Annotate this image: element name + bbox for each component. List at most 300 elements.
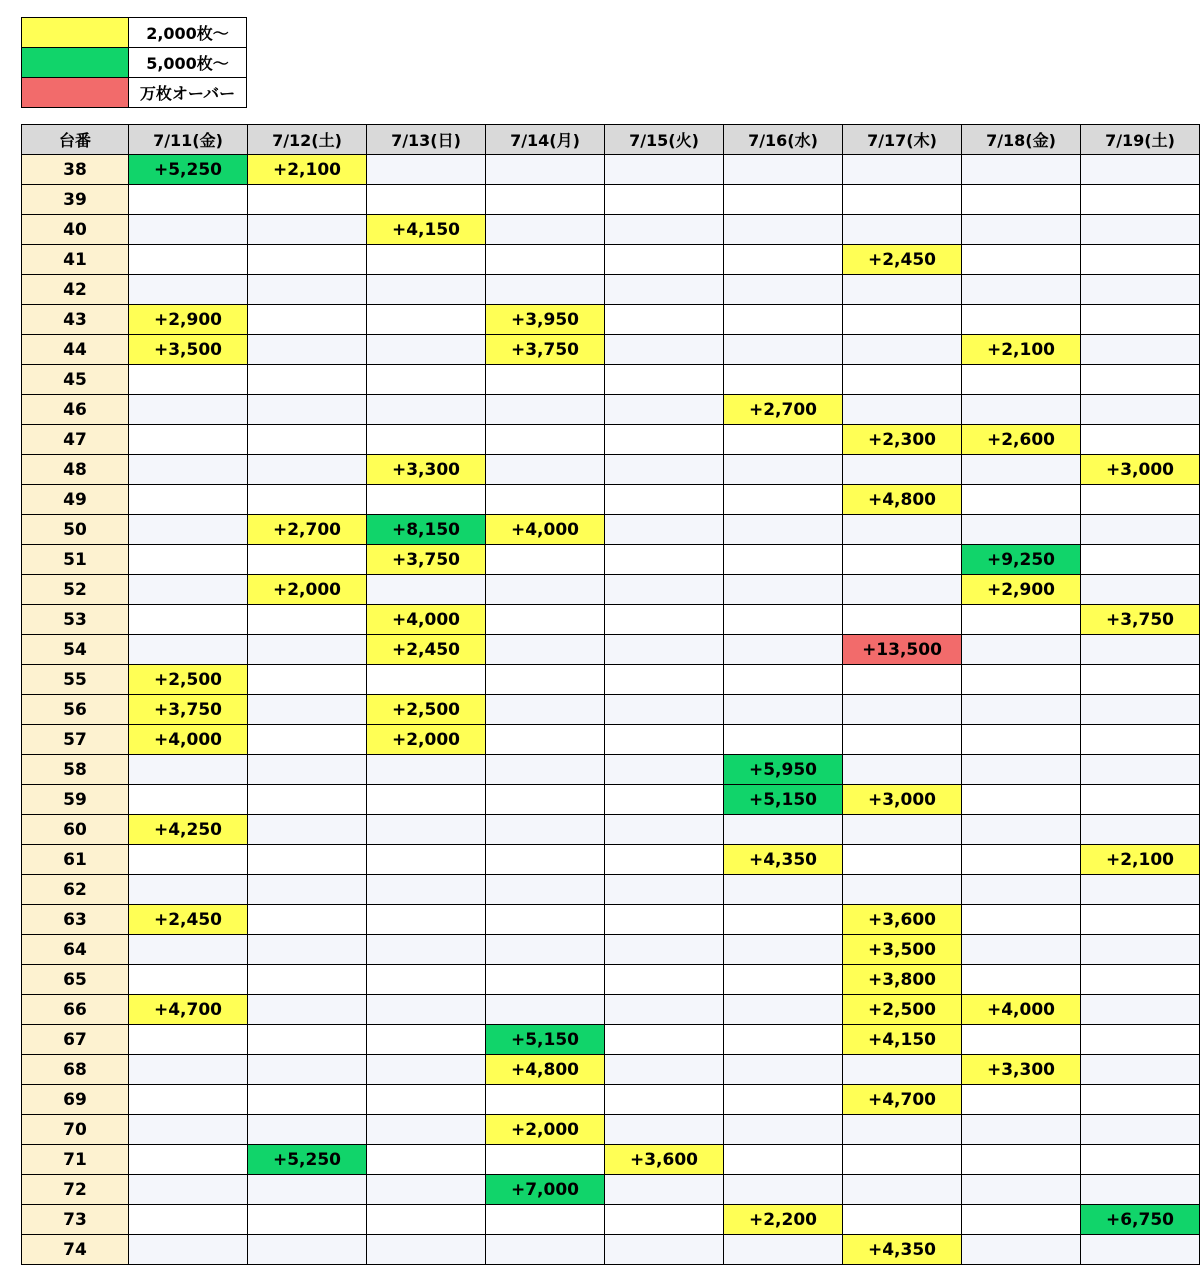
machine-number: 53 (22, 605, 129, 635)
result-cell (843, 665, 962, 695)
result-cell (486, 455, 605, 485)
result-cell (129, 1235, 248, 1265)
table-row (22, 1205, 1200, 1235)
result-cell (1081, 635, 1200, 665)
result-cell: +3,750 (367, 545, 486, 575)
machine-number: 67 (22, 1025, 129, 1055)
result-cell (1081, 785, 1200, 815)
data-table (21, 124, 1200, 1265)
table-row (22, 305, 1200, 335)
result-cell (367, 395, 486, 425)
result-cell (605, 1235, 724, 1265)
machine-number: 44 (22, 335, 129, 365)
result-cell (248, 755, 367, 785)
result-cell (605, 575, 724, 605)
result-cell (843, 1145, 962, 1175)
result-cell (962, 155, 1081, 185)
result-cell (605, 935, 724, 965)
result-cell (605, 395, 724, 425)
result-cell (248, 215, 367, 245)
result-cell (605, 665, 724, 695)
result-cell (605, 215, 724, 245)
result-cell: +4,800 (843, 485, 962, 515)
result-cell (367, 1145, 486, 1175)
result-cell (1081, 695, 1200, 725)
result-cell (486, 845, 605, 875)
table-row (22, 605, 1200, 635)
result-cell (605, 1055, 724, 1085)
result-cell (962, 1025, 1081, 1055)
result-cell (605, 965, 724, 995)
result-cell (486, 725, 605, 755)
result-cell (843, 725, 962, 755)
result-cell (962, 1115, 1081, 1145)
result-cell (486, 1235, 605, 1265)
result-cell (724, 485, 843, 515)
result-cell (962, 185, 1081, 215)
machine-number: 40 (22, 215, 129, 245)
result-cell (724, 605, 843, 635)
result-cell: +5,150 (724, 785, 843, 815)
result-cell: +4,150 (843, 1025, 962, 1055)
result-cell (605, 1025, 724, 1055)
result-cell: +4,700 (843, 1085, 962, 1115)
result-cell (486, 635, 605, 665)
result-cell (129, 395, 248, 425)
legend-row (22, 48, 247, 78)
result-cell (248, 335, 367, 365)
table-row (22, 1145, 1200, 1175)
machine-number: 42 (22, 275, 129, 305)
result-cell (605, 725, 724, 755)
machine-number: 49 (22, 485, 129, 515)
result-cell (1081, 395, 1200, 425)
date-header: 7/14(月) (486, 125, 605, 155)
result-cell (605, 1205, 724, 1235)
table-row (22, 1175, 1200, 1205)
table-row (22, 1025, 1200, 1055)
header-row (22, 125, 1200, 155)
result-cell (367, 995, 486, 1025)
result-cell (248, 965, 367, 995)
machine-number: 39 (22, 185, 129, 215)
result-cell (129, 935, 248, 965)
result-cell (248, 1085, 367, 1115)
result-cell (486, 215, 605, 245)
result-cell (843, 305, 962, 335)
machine-number: 63 (22, 905, 129, 935)
result-cell (962, 965, 1081, 995)
result-cell (367, 335, 486, 365)
legend-swatch (22, 18, 129, 48)
result-cell: +3,600 (605, 1145, 724, 1175)
result-cell (1081, 665, 1200, 695)
result-cell (724, 1055, 843, 1085)
result-cell: +2,500 (843, 995, 962, 1025)
result-cell (367, 1235, 486, 1265)
result-cell (605, 515, 724, 545)
result-cell (724, 425, 843, 455)
result-cell: +3,300 (962, 1055, 1081, 1085)
result-cell (486, 815, 605, 845)
result-cell (486, 155, 605, 185)
legend-label: 2,000枚～ (129, 18, 247, 48)
result-cell: +4,800 (486, 1055, 605, 1085)
table-row (22, 515, 1200, 545)
result-cell (248, 815, 367, 845)
result-cell (367, 155, 486, 185)
result-cell (724, 515, 843, 545)
result-cell: +13,500 (843, 635, 962, 665)
result-cell (962, 755, 1081, 785)
result-cell (129, 965, 248, 995)
table-row (22, 185, 1200, 215)
result-cell (962, 725, 1081, 755)
result-cell (248, 875, 367, 905)
result-cell (1081, 1085, 1200, 1115)
result-cell (367, 245, 486, 275)
result-cell (605, 1115, 724, 1145)
table-row (22, 425, 1200, 455)
result-cell (724, 155, 843, 185)
result-cell: +5,950 (724, 755, 843, 785)
result-cell (605, 755, 724, 785)
result-cell (367, 575, 486, 605)
table-row (22, 995, 1200, 1025)
machine-number: 64 (22, 935, 129, 965)
table-row (22, 785, 1200, 815)
result-cell (486, 275, 605, 305)
result-cell (605, 365, 724, 395)
result-cell: +9,250 (962, 545, 1081, 575)
result-cell (248, 1025, 367, 1055)
result-cell (129, 575, 248, 605)
result-cell (248, 545, 367, 575)
machine-number: 57 (22, 725, 129, 755)
result-cell (129, 635, 248, 665)
table-row (22, 545, 1200, 575)
result-cell: +5,150 (486, 1025, 605, 1055)
result-cell (1081, 935, 1200, 965)
result-cell (1081, 155, 1200, 185)
result-cell (129, 605, 248, 635)
result-cell (724, 335, 843, 365)
result-cell (843, 455, 962, 485)
result-cell: +4,350 (843, 1235, 962, 1265)
table-row (22, 1055, 1200, 1085)
result-cell (843, 695, 962, 725)
result-cell (486, 785, 605, 815)
result-cell (129, 485, 248, 515)
result-cell (962, 845, 1081, 875)
result-cell (367, 275, 486, 305)
result-cell (486, 575, 605, 605)
machine-number: 47 (22, 425, 129, 455)
result-cell: +3,600 (843, 905, 962, 935)
legend-label: 万枚オーバー (129, 78, 247, 108)
result-cell (129, 425, 248, 455)
result-cell: +2,100 (962, 335, 1081, 365)
result-cell (724, 965, 843, 995)
result-cell (962, 815, 1081, 845)
result-cell (724, 185, 843, 215)
result-cell (486, 605, 605, 635)
result-cell (724, 365, 843, 395)
result-cell (486, 695, 605, 725)
result-cell (724, 1145, 843, 1175)
result-cell (1081, 515, 1200, 545)
table-row (22, 485, 1200, 515)
result-cell (486, 995, 605, 1025)
result-cell: +4,350 (724, 845, 843, 875)
result-cell: +2,500 (129, 665, 248, 695)
result-cell: +4,250 (129, 815, 248, 845)
result-cell (1081, 545, 1200, 575)
result-cell (843, 1115, 962, 1145)
result-cell (129, 215, 248, 245)
table-row (22, 695, 1200, 725)
result-cell (962, 245, 1081, 275)
result-cell (1081, 965, 1200, 995)
result-cell (486, 365, 605, 395)
result-cell (129, 1175, 248, 1205)
machine-number: 48 (22, 455, 129, 485)
result-cell (129, 1025, 248, 1055)
result-cell (1081, 815, 1200, 845)
result-cell: +4,000 (486, 515, 605, 545)
result-cell (605, 455, 724, 485)
result-cell: +7,000 (486, 1175, 605, 1205)
result-cell (962, 905, 1081, 935)
result-cell (1081, 1175, 1200, 1205)
result-cell (724, 665, 843, 695)
table-row (22, 755, 1200, 785)
result-cell: +3,500 (843, 935, 962, 965)
date-header: 7/12(土) (248, 125, 367, 155)
result-cell: +3,950 (486, 305, 605, 335)
result-cell (248, 245, 367, 275)
result-cell (1081, 995, 1200, 1025)
result-cell (129, 1115, 248, 1145)
result-cell: +2,600 (962, 425, 1081, 455)
result-cell (367, 935, 486, 965)
result-cell (367, 965, 486, 995)
result-cell (962, 695, 1081, 725)
result-cell (724, 245, 843, 275)
table-row (22, 275, 1200, 305)
machine-number: 66 (22, 995, 129, 1025)
result-cell: +2,700 (248, 515, 367, 545)
result-cell (367, 815, 486, 845)
result-cell (486, 965, 605, 995)
machine-number: 58 (22, 755, 129, 785)
result-cell: +2,000 (486, 1115, 605, 1145)
result-cell (962, 305, 1081, 335)
result-cell (962, 515, 1081, 545)
result-cell (843, 815, 962, 845)
result-cell (367, 365, 486, 395)
result-cell (605, 635, 724, 665)
result-cell (129, 515, 248, 545)
result-cell (605, 905, 724, 935)
result-cell (1081, 575, 1200, 605)
result-cell (843, 155, 962, 185)
result-cell (367, 785, 486, 815)
result-cell (486, 665, 605, 695)
result-cell: +4,000 (129, 725, 248, 755)
result-cell: +2,000 (367, 725, 486, 755)
table-row (22, 635, 1200, 665)
machine-number: 70 (22, 1115, 129, 1145)
machine-number: 38 (22, 155, 129, 185)
result-cell (724, 1085, 843, 1115)
result-cell (1081, 1235, 1200, 1265)
result-cell (962, 1175, 1081, 1205)
result-cell: +2,500 (367, 695, 486, 725)
result-cell (367, 1205, 486, 1235)
machine-number: 52 (22, 575, 129, 605)
result-cell: +5,250 (129, 155, 248, 185)
table-row (22, 665, 1200, 695)
date-header: 7/16(水) (724, 125, 843, 155)
result-cell (605, 695, 724, 725)
result-cell (962, 1205, 1081, 1235)
result-cell: +4,000 (367, 605, 486, 635)
result-cell (724, 1025, 843, 1055)
result-cell (1081, 425, 1200, 455)
result-cell (1081, 1145, 1200, 1175)
result-cell (605, 1175, 724, 1205)
result-cell (605, 605, 724, 635)
date-header: 7/13(日) (367, 125, 486, 155)
result-cell (129, 875, 248, 905)
result-cell (248, 905, 367, 935)
result-cell (248, 635, 367, 665)
table-row (22, 725, 1200, 755)
result-cell (248, 485, 367, 515)
result-cell (843, 185, 962, 215)
result-cell (962, 635, 1081, 665)
result-cell: +2,900 (962, 575, 1081, 605)
result-cell (605, 485, 724, 515)
result-cell (605, 245, 724, 275)
machine-number: 69 (22, 1085, 129, 1115)
result-cell: +6,750 (1081, 1205, 1200, 1235)
result-cell (367, 1085, 486, 1115)
result-cell (367, 425, 486, 455)
date-header: 7/11(金) (129, 125, 248, 155)
result-cell (724, 695, 843, 725)
result-cell (367, 875, 486, 905)
machine-number: 59 (22, 785, 129, 815)
result-cell: +2,700 (724, 395, 843, 425)
machine-number: 74 (22, 1235, 129, 1265)
result-cell (843, 1055, 962, 1085)
result-cell (248, 395, 367, 425)
result-cell: +3,300 (367, 455, 486, 485)
result-cell (962, 605, 1081, 635)
date-header: 7/19(土) (1081, 125, 1200, 155)
machine-number: 71 (22, 1145, 129, 1175)
result-cell (367, 485, 486, 515)
result-cell (248, 305, 367, 335)
table-row (22, 1115, 1200, 1145)
result-cell (486, 185, 605, 215)
result-cell (605, 155, 724, 185)
result-cell (1081, 245, 1200, 275)
result-cell (1081, 755, 1200, 785)
result-cell (1081, 365, 1200, 395)
table-row (22, 455, 1200, 485)
result-cell (129, 1085, 248, 1115)
result-cell (843, 215, 962, 245)
result-cell (724, 275, 843, 305)
result-cell (605, 545, 724, 575)
result-cell: +2,450 (843, 245, 962, 275)
result-cell (486, 1085, 605, 1115)
result-cell (724, 725, 843, 755)
result-cell (843, 1175, 962, 1205)
result-cell (1081, 905, 1200, 935)
result-cell (724, 1235, 843, 1265)
legend-swatch (22, 78, 129, 108)
result-cell (248, 995, 367, 1025)
result-cell (724, 545, 843, 575)
result-cell (605, 275, 724, 305)
result-cell (1081, 875, 1200, 905)
result-cell (248, 845, 367, 875)
result-cell (367, 1055, 486, 1085)
result-cell (843, 395, 962, 425)
result-cell (724, 1175, 843, 1205)
table-row (22, 395, 1200, 425)
result-cell (1081, 185, 1200, 215)
result-cell (367, 665, 486, 695)
result-cell (248, 1175, 367, 1205)
result-cell (1081, 335, 1200, 365)
result-cell (248, 665, 367, 695)
result-cell (129, 1205, 248, 1235)
result-cell (248, 1115, 367, 1145)
result-cell (605, 815, 724, 845)
legend-row (22, 18, 247, 48)
result-cell (724, 815, 843, 845)
result-cell: +3,750 (1081, 605, 1200, 635)
machine-number: 68 (22, 1055, 129, 1085)
result-cell (605, 335, 724, 365)
result-cell (129, 1055, 248, 1085)
result-cell (724, 905, 843, 935)
result-cell (129, 785, 248, 815)
result-cell (843, 845, 962, 875)
table-row (22, 365, 1200, 395)
machine-number: 46 (22, 395, 129, 425)
result-cell (1081, 1115, 1200, 1145)
table-row (22, 875, 1200, 905)
result-cell (962, 1085, 1081, 1115)
result-cell (129, 845, 248, 875)
result-cell (605, 845, 724, 875)
result-cell (962, 785, 1081, 815)
result-cell (724, 1115, 843, 1145)
result-cell (129, 275, 248, 305)
machine-number: 41 (22, 245, 129, 275)
corner-header: 台番 (22, 125, 129, 155)
machine-number: 61 (22, 845, 129, 875)
table-row (22, 815, 1200, 845)
result-cell (248, 695, 367, 725)
date-header: 7/18(金) (962, 125, 1081, 155)
